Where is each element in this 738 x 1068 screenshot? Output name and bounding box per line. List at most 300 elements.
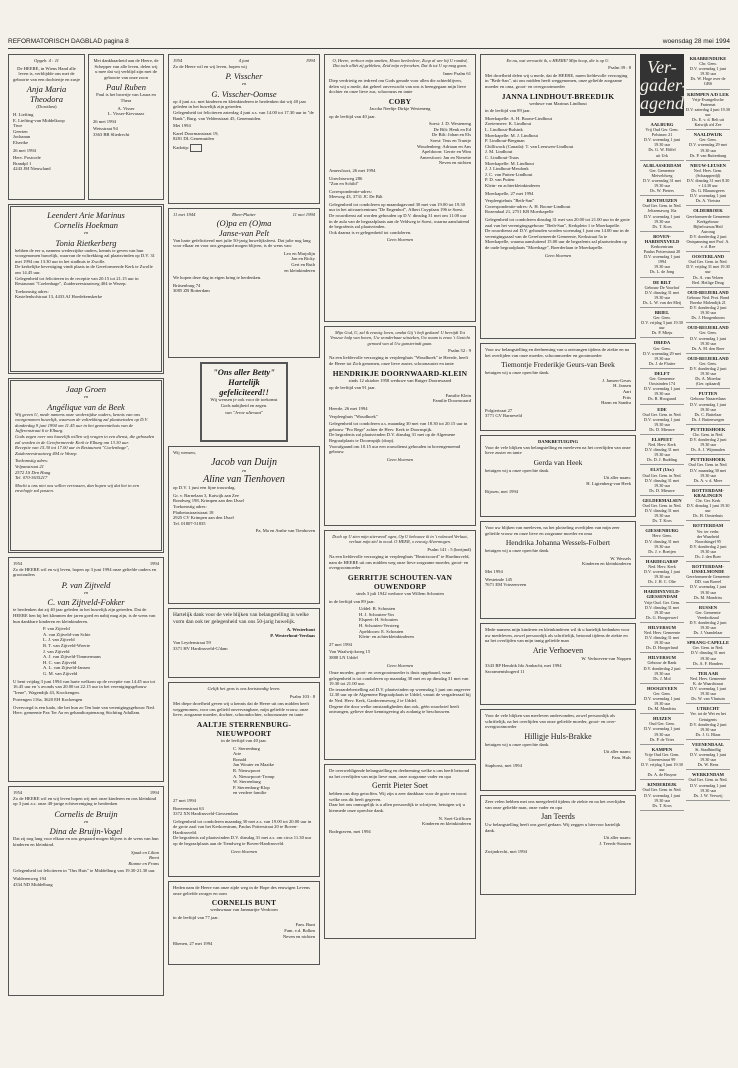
agenda-item [686,389,730,425]
deceased-name: Tiemontje Frederikje Geurs-van Beek [501,360,615,370]
agenda-item [686,638,730,668]
agenda-item [640,623,684,653]
address: Walderenweg 194 4334 ND Middelburg [13,875,53,887]
year-end: 1994 [149,561,159,566]
agenda-place: HARDINXVELD-GIESSENDAM [643,589,681,600]
age: op de leeftijd van 40 jaar. [329,113,376,119]
wedding-announcement-hoekman [8,204,164,374]
date: Rijssen, mei 1994 [485,488,519,494]
agenda-item [640,369,684,405]
date-end: 11 mei 1994 [292,212,315,217]
body-text: Zeer velen hebben met ons meegeleefd tijdens de ziekte en na het overlijden van onze geliefde man, onze vader en opa [485,799,626,810]
meeting-agenda [640,54,730,1059]
agenda-item [686,521,730,562]
closing-note: Mocht u ons niet ons willen verrassen, dan hopen wij dat het in een envelopje zal passen. [15,482,140,494]
date-start: 11 mei 1944 [173,212,196,217]
body-text: De overweldigende belangstelling en deelneming welke u ons heeft betoond na het overlijden van mijn lieve man, onze zorgzame vader en opa [329,768,470,779]
husband-name: Cornelis de Bruijn [54,808,118,819]
deceased-name: JANNA LINDHOUT-BREEDIJK [501,91,615,101]
no-flowers-note: Geen bloemen [386,662,414,668]
agenda-details: Gebouw Nazaretlaan D.V. woensdag 1 juni 19.30 uur Ds. C. Buitelaar Ds. J. Buitenwegen [689,396,727,422]
body-text: te herdenken dat zij 40 jaar geleden in het huwelijk zijn getreden. Dat de HEERE hen bij het klimmen der jaren goed en nabij mag zijn, is de wens van hun dankbare kinderen en kleinkinderen. [13,607,156,624]
agenda-item [686,252,730,288]
agenda-item [640,196,684,232]
agenda-item [640,435,684,465]
parents: A. Visser L. Visser-Kievasaar [107,105,145,117]
column-2 [168,54,320,969]
thanks-soet [324,764,476,939]
agenda-details: Chr. Gem. in Ned. D.V. donderdag 2 juni 19.30 uur Ds. A. J. Wijnmalen [689,432,727,453]
agenda-details: Ver. ter verbr. der Waarheid Noordsingel 95 D.V. donderdag 2 juni 19.30 uur Ds. J. den Boer [689,528,727,559]
agenda-item [640,232,684,278]
gift-tip-label: Kadotip: [173,145,190,150]
agenda-details: Oud Ger. Gem. in Ned. D.V. woensdag 1 juni 19.30 uur Ds. J. W. Verweij [688,777,728,798]
bride-name: Angélique van de Beek [47,401,125,412]
correspondence-address: Correspondentie-adres: Meeweg 43, 3731 JC De Bilt [329,188,383,200]
body-text: Met diepe droefheid geven wij u kennis dat de Heere uit ons midden heeft weggenomen, voor ons geliefd onvervangbare, mijn geliefde vrouw, onze lieve, zorgzame moeder, dochter, schoondochter, schoonzuster en tante [173,701,310,718]
age: in de leeftijd van 40 jaar. [221,737,267,743]
address: Wetsstraat 94 3363 BB Sliedrecht [93,126,130,137]
agenda-details: Gebouw de Rank D.V. donderdag 2 juni 19.30 uur Ds. J. Mol [643,660,681,681]
address: Portengen 116a, 3620 EH Kockengen [13,697,83,703]
address: Boezemstraat 63 3372 XN Hardinxveld-Giessendam [173,805,239,817]
bride-name: Tonia Rietkerberg [55,237,117,248]
agenda-place: VEENENDAAL [691,741,725,747]
agenda-place: AALBURG [650,122,674,127]
agenda-details: Gebouw De Voorhof D.V. dinsdag 31 mei 19.30 uur Ds. L. W. van der Meij [642,284,682,305]
deceased-name: Hendrika Johanna Wessels-Folbert [505,538,611,548]
column-1 [8,54,164,1000]
body-text: op 4 juni a.s. met kinderen en kleinkinderen te herdenken dat wij 40 jaar geleden in het huwelijk zijn getreden. Gelegenheid tot feliciteren zaterdag 4 juni a.s. van 14.00 tot 17.30 uur in "de Bank", Burg. van Veldenstraat 45, Genemuiden. [173,98,314,121]
deceased-name: Arie Verhoeven [532,645,584,655]
agenda-item [640,780,684,810]
congratulation-betty [200,362,288,442]
date: Mei 1994 [485,568,503,574]
family-list: J. Jansen-Geurs H. Jansen Aart Frits Harm en Sandra [601,377,631,406]
body-text: Hartelijk dank voor de vele blijken van belangstelling in welke vorm dan ook ter gelegenheid van ons 50-jarig huwelijk. [173,612,309,625]
thanks-text: betuigen wij u onze oprechte dank. [485,370,550,376]
family-list: C. Sterrenburg Arie Ronald Jan Wouter en Maaike R. Nieuwpoort A. Nieuwpoort-Tromp W. Sterrenburg P. Sterrenburg-Klop en verdere familie [233,745,275,796]
date: 27 mei 1994 [173,797,196,803]
date: Heerde, 26 mei 1994 [329,406,368,412]
body-text: Na een liefdevolle verzorging in verpleeghuis "Woudhoek" te Heerde, heeft de Heere tot Zich genomen, onze lieve zuster, schoonzuster en tante [329,355,469,367]
agenda-details: Oud Ger. Gem. in Ned. D.V. dinsdag 31 mei 19.30 uur Ds. D. Mieuwe [642,472,682,493]
widow-note: sinds 12 oktober 1958 weduwe van Rutger Doornwaard [348,377,452,383]
verse: Doch op U zien mijn stiervend' ogen, Op U behouwe ik in 't volmoed Verlaat, verlaat mijn ziel in nood. O HEER, o eeuwig Alvermogen. [332,534,468,545]
thanks-text: Uw belangstelling heeft ons goed gedaan. Wij zeggen u hiervoor hartelijk dank. [485,822,621,833]
agenda-place: BRIEL [654,310,670,315]
signature: Pa, Ma en Arnhe van Tienhoven [255,528,315,534]
agenda-place: OUD-BEIJERLAND [687,289,729,295]
column-4 [480,54,636,899]
closing-note: We hopen deze dag in eigen kring te herdenken. [173,275,262,281]
date: 27 mei 1994 [329,641,352,647]
body-text: Dat zij nog lang voor elkaar en ons gespaard mogen blijven is de wens van hun kinderen en kleinkind. [13,836,159,847]
anniversary-visscher [168,54,320,204]
agenda-item [686,486,730,522]
agenda-details: Ger. Gem. D.V. woensdag 29 mei 19.30 uur Ds. J. de Fluiter [643,345,681,366]
age: in de leeftijd van 77 jaar. [173,914,219,920]
address: Polgiertraat 27 3771 GV Barneveld [485,407,522,419]
reception-text: U bent vrijdag 3 juni 1994 van harte welkom op de receptie van 14.45 uur tot 16.45 uur en 's avonds van 20.00 tot 22.15 uur in het verenigingsgebouw "Irene", Wagendijk 43, Krockengen. [13,678,156,695]
thanks-westerhout [168,608,320,678]
age: op de leeftijd van 91 jaar. [329,385,376,391]
family-list: P. van Zijtveld A. van Zijtveld-van Schie L. J. van Zijtveld B. T. van Zijtveld-Woerte J. van Zijtveld A. J. van Zijtveld-Timmermans H. C. van Zijtveld A. L. van Zijtveld-Jansen G. M. van Zijtveld [43,626,101,676]
agenda-details: Ned. Herv. Gemeente D.V. dinsdag 31 mei 19.30 uur Ds. D. Hoogerland [643,629,681,651]
agenda-place: PUTTEN [698,391,718,397]
agenda-left-col [640,54,693,1059]
agenda-details: Vrije Oud Ger. Gem. Groenestraat 99 D.V. vrijdag 3 juni 19.30 uur Ds. A. de Bruyne [641,751,683,778]
agenda-place: RUSSEN [698,604,718,610]
address: 3343 BP Hendrik Ido Ambacht, mei 1994 Sacramentsbogerd 11 [485,663,562,674]
child-name: Paul Ruben [106,82,146,93]
year-start: 1954 [173,58,183,63]
agenda-place: UTRECHT [696,706,720,712]
agenda-place: GELDERMALSEN [642,497,682,503]
agenda-place: OLDEBROEK [693,208,723,214]
agenda-details: Ger. Gem. in Ned. D.V. dinsdag 31 mei 19.30 uur Ds. A. F. Honders [690,645,726,666]
agenda-item [640,278,684,308]
agenda-place: NIEUW-LEUSEN [690,162,726,168]
deceased-name: GERRITJE SCHOUTEN-VAN OUWENDORP [347,572,453,591]
funeral-details: Onze moeder, groot- en overgrootmoeder is thuis opgebaard, waar gelegenheid is tot condoleren op maandag 30 mei en op dinsdag 31 mei van 19.30 tot 21.00 uur. De teraardebestelling zal D.V. plaatsvinden op woensdag 1 juni om ongeveer 12.30 uur op de Algemene Begraafplaats te Uddel, vanuit de vergaderzaal bij de Ned. Herv. Kerk, Garderenseweg 2 te Uddel. Degene die door welke omstandigheden dan ook, géén rouwbrief heeft ontvangen, gelieve deze kennisgeving als zodanig te beschouwen. [329,670,471,715]
addresses: Gr. v. Barnelaan 3, Katwijk aan Zee Rondweg 198, Krimpen aan den IJssel Toekomstig adres: Platbetastraatstraat 18 2925 CV Krimpen aan den IJssel Tel. 01807-51835 [173,492,244,526]
agenda-details: Chr. Gem. D.V. woensdag 1 juni 19.30 uur Ds. W. Hoge over de GBS [689,61,727,87]
agenda-details: Ned. Herv. Kerk D.V. dinsdag 31 mei 19.30 uur Ds. D. J. Budding [644,442,680,463]
agenda-item [640,684,684,714]
thanks-verhoeven [480,623,636,705]
column-3 [324,54,476,943]
address: Herv. Postcode Brandpl 1 4243 JM Nieuwland [13,155,51,172]
agenda-place: OOSTERLAND [691,254,725,260]
verse: Opgeb. 4 : 11 [34,58,59,63]
date: Moerkapelle, 27 mei 1994 [485,190,534,196]
agenda-place: DE BILT [652,279,672,285]
verse-reference: Inner Psalm 61 [443,70,471,76]
future-address: Toekomstig adres: Kastelenhofstraat 13, 4433 AJ Hoedekenskerke [15,288,103,300]
family-list: Soest: J. D. Westeneng De Bilt: Henk en Ed De Bilt: Johan en Els Soest: Teus en Truntje Woudenberg: Adriaan en Ans Apeldoorn: Gerrie en Wim Amersfoort: Jan en Niesette Neven en nichten [416,121,471,166]
body-text: Voor uw blijken van meeleven, na het plotseling overlijden van mijn zeer geliefde vrouw en onze lieve en zorgzame moeder en oma [485,525,620,536]
intro-text: Zo de HEERE wil en wij leven, hopen op 3 juni 1994 onze geliefde ouders en grootouders [13,566,157,578]
verse-reference: Psalm 39 : 8 [608,65,631,71]
thanks-huls [480,709,636,791]
anniversary-van-zijtveld [8,557,164,782]
family-list: Sjaak en Lilian Brent Rianne en Frans [128,849,159,866]
agenda-details: Gereformeerde Gemeente Kerkgebouw Bijbelcursus/Heil Aurorag D.V. donderdag 2 juni Ontspanning met Prof. A. v. d. Ree [686,213,730,250]
agenda-place: ELST (Utr.) [650,467,674,473]
groom-surname: Cornelis Hoekman [54,220,118,230]
agenda-details: Gereformeerde Gemeente DD. van Boreel D.V. woensdag 1 juni 19.30 uur Ds. M. Mondriss [686,574,730,600]
funeral-details: Gelegenheid tot condoleren op maandagavond 30 mei van 19.00 tot 19.30 uur in het uitvaartcentrum "De Engenhof", Albert Cuypfaan 196 te Soest. De rouwdienst zal worden gehouden op D.V. dinsdag 31 mei om 11.00 uur in de aula van de begraafplaats aan de Veldweg te Soest, waarna aansluitend de begrafenis zal plaatsvinden. Ook daarna is er gelegenheid tot condoleren. [329,201,470,235]
date: Zwijndrecht, mei 1994 [485,848,527,854]
funeral-details: Gelegenheid tot condoleren a.s. maandag 30 mei van 18.30 tot 20.15 uur in gebouw "Pro Rege" achter de Herv. Kerk te Doornspijk. De begrafenis zal plaatsvinden D.V. dinsdag 31 mei op de Algemene Begraafplaats te Doornspijk (dorp). Voorafgaand om 10.15 uur een rouwdienst gehouden in bovengenoemd gebouw. [329,421,468,455]
no-flowers-note: Geen bloemen [230,848,258,854]
agenda-place: ALBLASSERDAM [642,162,682,168]
agenda-details: Vrije Evangelische Fraternat D.V. zaterdag 4 juni 19.30 uur Ds. E. v. d. Belt uit Katwijk a/d Zee [686,96,730,128]
husband-name: P. van Zijtveld [61,579,111,590]
funeral-details: Gelegenheid tot condoleren dinsdag 31 mei van 20.00 tot 21.00 uur in de grote zaal van het verenigingsgebouw "Beth-San", Kerkplein 1 te Moerkapelle. De rouwdienst zal D.V. gehouden worden woensdag 1 juni om 14.00 uur in de verenigingszaal van de Gereformeerde Gemeente, Kerkstraat 5a te Moerkapelle, waarna aansluitend 15.00 uur de begrafenis zal plaatsvinden op de oude begraafplaats "Moerhage", Boerderlaan te Moerkapelle. [485,216,630,250]
intro-text: Met dankbaarheid aan de Heere, de Schepper van alle leven, delen wij u mee dat wij verblijd zijn met de geboorte van onze zoon [93,58,159,80]
body-text: op D.V. 1 juni een fijne trouwdag. [173,485,236,491]
date: Amersfoort, 26 mei 1994 [329,167,376,173]
verse: En nu, wat verwacht ik, o HEERE! Mijn hoop, die is op U. [506,58,610,63]
date: Bodegraven, mei 1994 [329,828,371,834]
agenda-item [686,206,730,252]
agenda-place: BENTHUIZEN [646,198,678,204]
agenda-item [640,338,684,368]
birth-announcement-anja [8,54,85,200]
agenda-details: St. Staalbindlig D.V. woensdag 1 juni 19.30 uur Ds. W. Rens [689,746,727,768]
agenda-place: PUTTERSHOEK [690,457,726,463]
year-end: 1994 [149,790,159,795]
agenda-details: Ned. Herv. Gemeente K. de Waardstraat D.V. woensdag 1 juni 19.30 uur Ds. W. van Vlastuin [689,675,727,702]
nickname: (Dorothea) [36,104,57,110]
deceased-name: HENDRIKJE DOORNWAARD-KLEIN [332,368,468,378]
wedding-wish-van-duijn [168,446,320,604]
agenda-item [640,465,684,495]
agenda-details: Ger. Gem. D.V. woensdag 1 juni 19.30 uur Ds. A. M. den Boer [689,330,727,351]
deceased-name: AALTJE STERRENBURG-NIEUWPOORT [196,719,292,738]
agenda-place: DELFT [654,370,670,376]
agenda-item [640,653,684,683]
agenda-item [686,354,730,390]
agenda-details: Ger. Gem. D.V. vrijdag 3 juni 19.30 uur Ds. P. Mieju [641,315,683,336]
reception-text: Gelegenheid tot feliciteren in "Ons Huis" te Middelburg van 19.30-21.30 uur. [13,868,156,874]
address: Van Leydenstraat 59 3371 HV Hardinxveld-G'dam [173,640,228,651]
agenda-place: KAMPEN [651,746,673,752]
grandparents: (O)pa en (O)ma [216,217,272,228]
agenda-details: Kerkcentrum Paulus Potterstraat 20 D.V. woensdag 1 juni 1994 19.30 uur Ds. L. de Jong [643,243,681,275]
agenda-place: KINDERDIJK [647,782,677,788]
agenda-details: Chr. Ger. Kerk D.V. dinsdag 1 juni 19.30 uur Ds. H. Oosterhuis [686,498,730,519]
child-name: Anja Maria Theodora [26,84,67,105]
agenda-heading [640,54,693,116]
groom-name: Jaap Groen [65,384,107,394]
future-address: Toekomstig adres: Velpanstraat 21 2572 LS Den Haag Tel. 070-3635217 [15,458,51,481]
agenda-details: Vrije Oud. Ger. Gem. D.V. dinsdag 31 mei 19.30 uur Ds. G. Hoogerwerf [643,599,681,620]
and-text: en [83,589,89,595]
verse: Gelijk het gras is ons kortstondig leven. [207,686,281,691]
agenda-item [686,288,730,324]
wife-name: G. Visscher-Oomse [211,88,277,99]
body-text: Voor de vele blijken van belangstelling en meeleven na het overlijden van onze lieve zuster en tante [485,444,631,456]
body-text: Voor uw belangstelling en deelneming van u ontvangen tijdens de ziekte en na het overlijden van onze moeder, schoonmoeder en grootmoeder [485,347,630,358]
obituary-schouten [324,530,476,760]
thanks-text: hebben ons diep getroffen. Wij zijn u zeer dankbaar voor de grote en troost welke ons dit heeft gegeven. Daar het ons onmogelijk is u allen persoonlijk te schrijven, betuigen wij u hiermede onze oprechte dank. [329,791,467,813]
agenda-title-1: Ver- [647,57,677,77]
agenda-item [686,562,730,603]
agenda-place: NAALDWIJK [693,132,723,138]
agenda-place: WERKENDAM [692,772,724,778]
address: Westeinde 145 7671 EM Vriezenveen [485,576,527,588]
agenda-place: OUD-BEIJERLAND [687,355,729,361]
widower-note: weduwnaar van Janmartjte Verdoorn [210,907,278,913]
address: Verpleeghuis "Woudhoek" [329,413,378,419]
deceased-name: CORNELIS BUNT [211,898,277,908]
bride-name: Aline van Tienhoven [203,474,285,486]
agenda-place: ELSPEET [651,436,673,442]
obituary-bunt [168,881,320,965]
surname: Janse-van Pelt [218,227,270,238]
agenda-details: Oud Ger. Gem. in Ned. Jeltzemaweg 16a D.V. woensdag 1 juni 19.30 uur Ds. T. Kros [642,203,682,229]
deceased-name: Hilligje Huls-Brakke [524,731,592,741]
date: Rhenen, 27 mei 1994 [173,941,213,947]
agenda-item [686,669,730,705]
thanks-geurs [480,343,636,431]
agenda-place: SPRANG-CAPELLE [686,640,730,646]
agenda-item [686,425,730,455]
agenda-place: TER AAR [697,670,719,676]
agenda-details: Ger. Gemeente Oostsinden 174 D.V. woensdag 1 juni 19.30 uur Ds. B. Hoogaard [643,376,681,402]
obituary-sterrenburg [168,682,320,877]
thanks-text: betuigen wij u onze oprechte dank. [485,467,550,473]
intro-text: De HEERE, in Wiens Hand alle leven is, verblijdde ons met de geboorte van een dochtertje en zusje [13,65,80,82]
no-flowers-note: Geen bloemen [544,252,572,258]
agenda-details: Ger. Gemeente Veenhoftzaal D.V. donderdag 2 juni 19.30 uur Ds. J. Vaandelaar [689,609,727,636]
family-list: Leo en Marjolijn Jan en Ricky Gert en Ruth en kleinkinderen [283,250,315,273]
body-text: Na een liefdevolle verzorging in verpleeghuis "Beatrixoord" te Hardinxveld, nam de HEERE uit ons midden weg onze lieve zorgzame moeder, groot- en overgrootmoeder [329,554,470,571]
issue-date: woensdag 28 mei 1994 [662,38,730,45]
agenda-place: KRIMPEN A/D LEK [687,91,729,97]
no-flowers-note: Geen bloemen [386,237,414,243]
address: Verpleegtehuis "Beth-San" Correspondentie-adres: A. H. Boone-Lindhout Rozendaal 21, 2751 KB Moerkapelle [485,198,571,215]
body-text: Met droefheid delen wij u mede, dat de HEERE, naren liefdevolle verzorging in "Beth-San", uit ons midden heeft weggenomen, onze geliefde zorgzame moeder en oma, groot- en overgrootmoeder [485,72,628,90]
husband-name: P. Visscher [225,71,263,82]
agenda-item [640,526,684,556]
and-text: en [241,467,247,473]
agenda-place: KRABBENDIJKE [689,56,727,61]
birth-announcement-paul [88,54,164,200]
year-end: 1994 [305,58,315,63]
family-list: Uit aller naam: J. Teerds-Stouten [599,835,631,846]
funeral-details: Gelegenheid tot condoleren maandag 30 mei a.s. van 19.00 tot 20.00 uur in de grote zaal van het Kerkcentrum, Paulus Potterstraat 20 te Boven-Hardinxveld. De begrafenis zal plaatsvinden D.V. dinsdag 31 mei a.s. om circa 11.30 uur op de begraafplaats aan de Tiendweg te Boven-Hardinxveld. [173,818,312,847]
agenda-details: Oud Ger. Gem. in Ned. D.V. dinsdag 31 mei 19.30 uur Ds. T. Kros [642,503,682,524]
agenda-place: ROTTERDAM-KRALINGEN [692,487,724,498]
agenda-item [640,120,684,161]
sibling-note: Paul is het broertje van Laura en Thera [96,92,156,103]
intro-text: Zo de HEERE wil en wij leven hopen wij met onze kinderen en ons kleinkind op 3 juni a.s. onze 40-jarige echtvereniging te herdenken [13,795,157,807]
body-text: Diep verdrietig en tedreed om Gods genade voor allen die achterblijven, delen wij u mede, dat geheel onverwacht van ons is heengegaan mijn lieve dochter en onze lieve zus, schoonzus en tante [329,78,467,95]
paper-name: REFORMATORISCH DAGBLAD pagina 8 [8,38,129,45]
obituary-lindhout [480,54,636,339]
agenda-details: Oud Ger. Gem. in Ned. D.V. maandag 30 mei 19.30 uur Ds. A. v. d. Meer [688,462,728,483]
thanks-teerds [480,795,636,895]
address: Britsenburg 74 3085 ZB Rotterdam [173,282,210,294]
thanks-text: betuigen wij u onze oprechte dank. [485,548,550,554]
family-list: N. Soet-Griffioen Kinderen en kleinkinderen [422,815,471,827]
agenda-item [640,745,684,781]
agenda-place: HILVERSUM [648,624,676,630]
verse-reference: Psalm 103 : 8 [289,693,315,699]
deceased-name: COBY [388,96,412,106]
body-text: Voor de vele blijken van meeleven ondervonden, zowel persoonlijk als schriftelijk, na het overlijden van onze geliefde moeder, groot- en over-overgrootmoeder [485,713,617,730]
address: Karel Doormanstraat 19, 8281 DL Genemuiden [173,130,219,142]
agenda-place: EDE [657,406,667,412]
widow-note: sinds 3 juli 1942 weduwe van Willem Schouten [356,590,444,596]
year-start: 1954 [13,561,23,566]
family-list: Moerkapelle: A. H. Boone-Lindhout Zoetermeer: K. Lindhout L. Lindhout-Bulsink Moerkapelle: M. J. Lindhout P. Lindhout-Bregman Chilliwack (Canada): T. van Leeuwen-Lindhout J. M. Lindhout C. Lindhout-Traas Moerkapelle: M. Lindhout J. J. Lindhout-Mesdonk J. C. van Putten-Lindhout P. D. van Putten Klein- en achterkleinkinderen [485,115,574,188]
signature: van "Jeroe uItevaat" [225,410,263,416]
and-text: en [83,230,89,235]
envelope-icon [190,144,202,152]
agenda-list-right [686,54,730,1059]
agenda-item [640,405,684,435]
closing-note: Overvoegd is een kado, die het hun zo Ten bate van verenigingsgebouw Ned. Herv. gemeente Pax Ter Aa en gehandicaptenzorg Stichting Adullam. [13,704,155,716]
agenda-details: Ger. Gem. D.V. woensdag 1 juni 19.30 uur Ds. M. Mondriss [643,690,681,712]
thanks-wessels [480,521,636,619]
agenda-place: PUTTERSHOEK [690,426,726,432]
page-header [8,36,730,49]
agenda-place: HUIZEN [652,716,672,722]
body-text: Heden nam de Heere van onze zijde weg in de Hope des eeuwigen Levens onze geliefde zwager en oom [173,885,310,896]
agenda-details: Oud Ger. Gem. D.V. woensdag 1 juni 19.30 uur Ds. P. de Vries [643,721,681,742]
age: in de leeftijd van 89 jaar. [329,598,375,604]
body-text: hebben de eer u, namens wederzijdse ouders, kennis te geven van hun voorgenomen huwelijk, waarvan de voltrekking zal plaatsvinden op D.V. 31 mei 1994 om 13.30 uur in het stadhuis te Zwolle. De kerkelijke bevestiging vindt plaats in de Gereformeerde Kerk te Zwolle om 14.45 uur. Gelegenheid tot feliciteren in de receptie van 20.15 tot 21.15 uur in Restaurant "Coelenhage", Zuiderzeestraatweg 404 te Wezep. [15,247,155,287]
agenda-details: Ger. Gem. D.V. donderdag 2 juni 19.30 uur Ds. A. Moerlaz (Ger. opkaard) [689,360,727,387]
agenda-item [686,455,730,485]
no-flowers-note: Geen bloemen [386,456,414,462]
and-text: en [241,81,247,87]
groom-name: Jacob van Duijn [210,456,278,468]
family-list: Uddel: B. Schouten H. J. Schouten-Vos Elspeet: H. Schouten H. Schouten-Versteeg Apeldoorn: E. Schouten Klein- en achterkleinkinderen [359,606,414,640]
agenda-place: ROTTERDAM-IJSSELMONDE [691,564,725,575]
and-text: en [83,394,89,399]
agenda-details: Ger. Gemeente Meiveldweg D.V. woensdag 31 mei 19.30 uur Ds. W. Pieters [643,167,681,194]
agenda-item [640,496,684,526]
agenda-details: Vrij Oud Ger. Gem. Polsinaw 21 D.V. woensdag 1 juni 19.30 uur Ds. G. W. Hiffel uit Urk [643,127,681,158]
groom-name: Leendert Arie Marinus [47,210,125,220]
section-heading: DANKBETUIGING [537,439,579,444]
verse-reference: Psalm 52 : 9 [448,347,471,353]
agenda-item [640,308,684,338]
body-text: Mede namens mijn kinderen en kleinkinderen wil ik u hartelijk bedanken voor uw medeleven, zowel persoonlijk als schriftelijk, betoond tijdens de ziekte en na het overlijden van mijn innig geliefde man [485,627,630,644]
agenda-item [640,161,684,197]
obituary-doornwaard [324,326,476,526]
verse: Mijn God, U, zal ik eeuwig loven, omdat Gij 't heft gedaan! U bevrijdt Tot Vrouwe hulp van boven, Uw wonderbaar uitsteken, Uw naam is eeuw 't Gezicht gemoed van al Uw gunstvrindt gaan. [330,330,470,346]
verse: O, Heere, verhoor mijn smeken, Houw heelenleve, Zoop al wer bij U ronded, Dia toch alliét zij gebleken, Zeid mijn erfvroeken. Dat ik tot U op mag gaan. [332,58,468,69]
place: Rhen-Platter [232,212,256,217]
agenda-details: Gebouw Ned. Prot. Bond Boerke Molendijk 21 D.V. donderdag 2 juni 19.30 uur Ds. J. Hoogenboom [686,294,730,321]
agenda-item [686,740,730,770]
year-start: 1954 [13,790,23,795]
agenda-item [686,770,730,800]
agenda-details: Ger. Gem. D.V. woensdag 29 mei 19.30 uur Ds. P. van Ruitenburg [689,137,727,158]
full-name: Jacoba Neeltje Dirkje Westeneng [369,105,431,111]
deceased-name: Gerrit Pieter Soet [372,781,428,791]
date: 26 mei 1994 [93,118,116,124]
date: Staphorst, mei 1994 [485,762,522,768]
verse-reference: Psalm 141 : 5 (berijmd) [427,546,471,552]
agenda-list-left [640,120,684,811]
agenda-item [686,130,730,160]
wish-text: Wij wensen je ook voor de toekomst Gods nabijheid en zegen. [210,397,278,408]
agenda-item [640,587,684,623]
agenda-item [686,54,730,90]
deceased-name: Jan Teerds [541,812,575,822]
agenda-place: GIESSENBURG [645,528,679,534]
date: Mei 1994 [173,123,191,129]
agenda-details: Oud Ger. Gem. in Ned. D.V. vrijdag 31 mei 19.30 uur Ds. A. van Velzen Berl. Heilige Deug [686,259,730,285]
date: 26 mei 1994 [13,147,36,153]
agenda-details: Ver. tot de Wet en het Getuigenis D.V. donderdag 2 juni 19.30 uur Ds. J. G. Blaas [689,711,727,737]
agenda-item [686,704,730,740]
family-list: Uit aller naam: Fam. Huls [603,749,631,760]
agenda-details: Herv. Gem. D.V. dinsdag 31 mei 19.30 uur Ds. J. v. Boeijen [644,533,680,554]
agenda-place: HOOGEVEEN [646,685,678,691]
intro-text: Zo de Heere wil en wij leven, hopen wij [173,63,247,69]
family-list: Familie Klein Familie Doornwaard [432,392,471,404]
agenda-title-3: agenda [640,93,693,113]
